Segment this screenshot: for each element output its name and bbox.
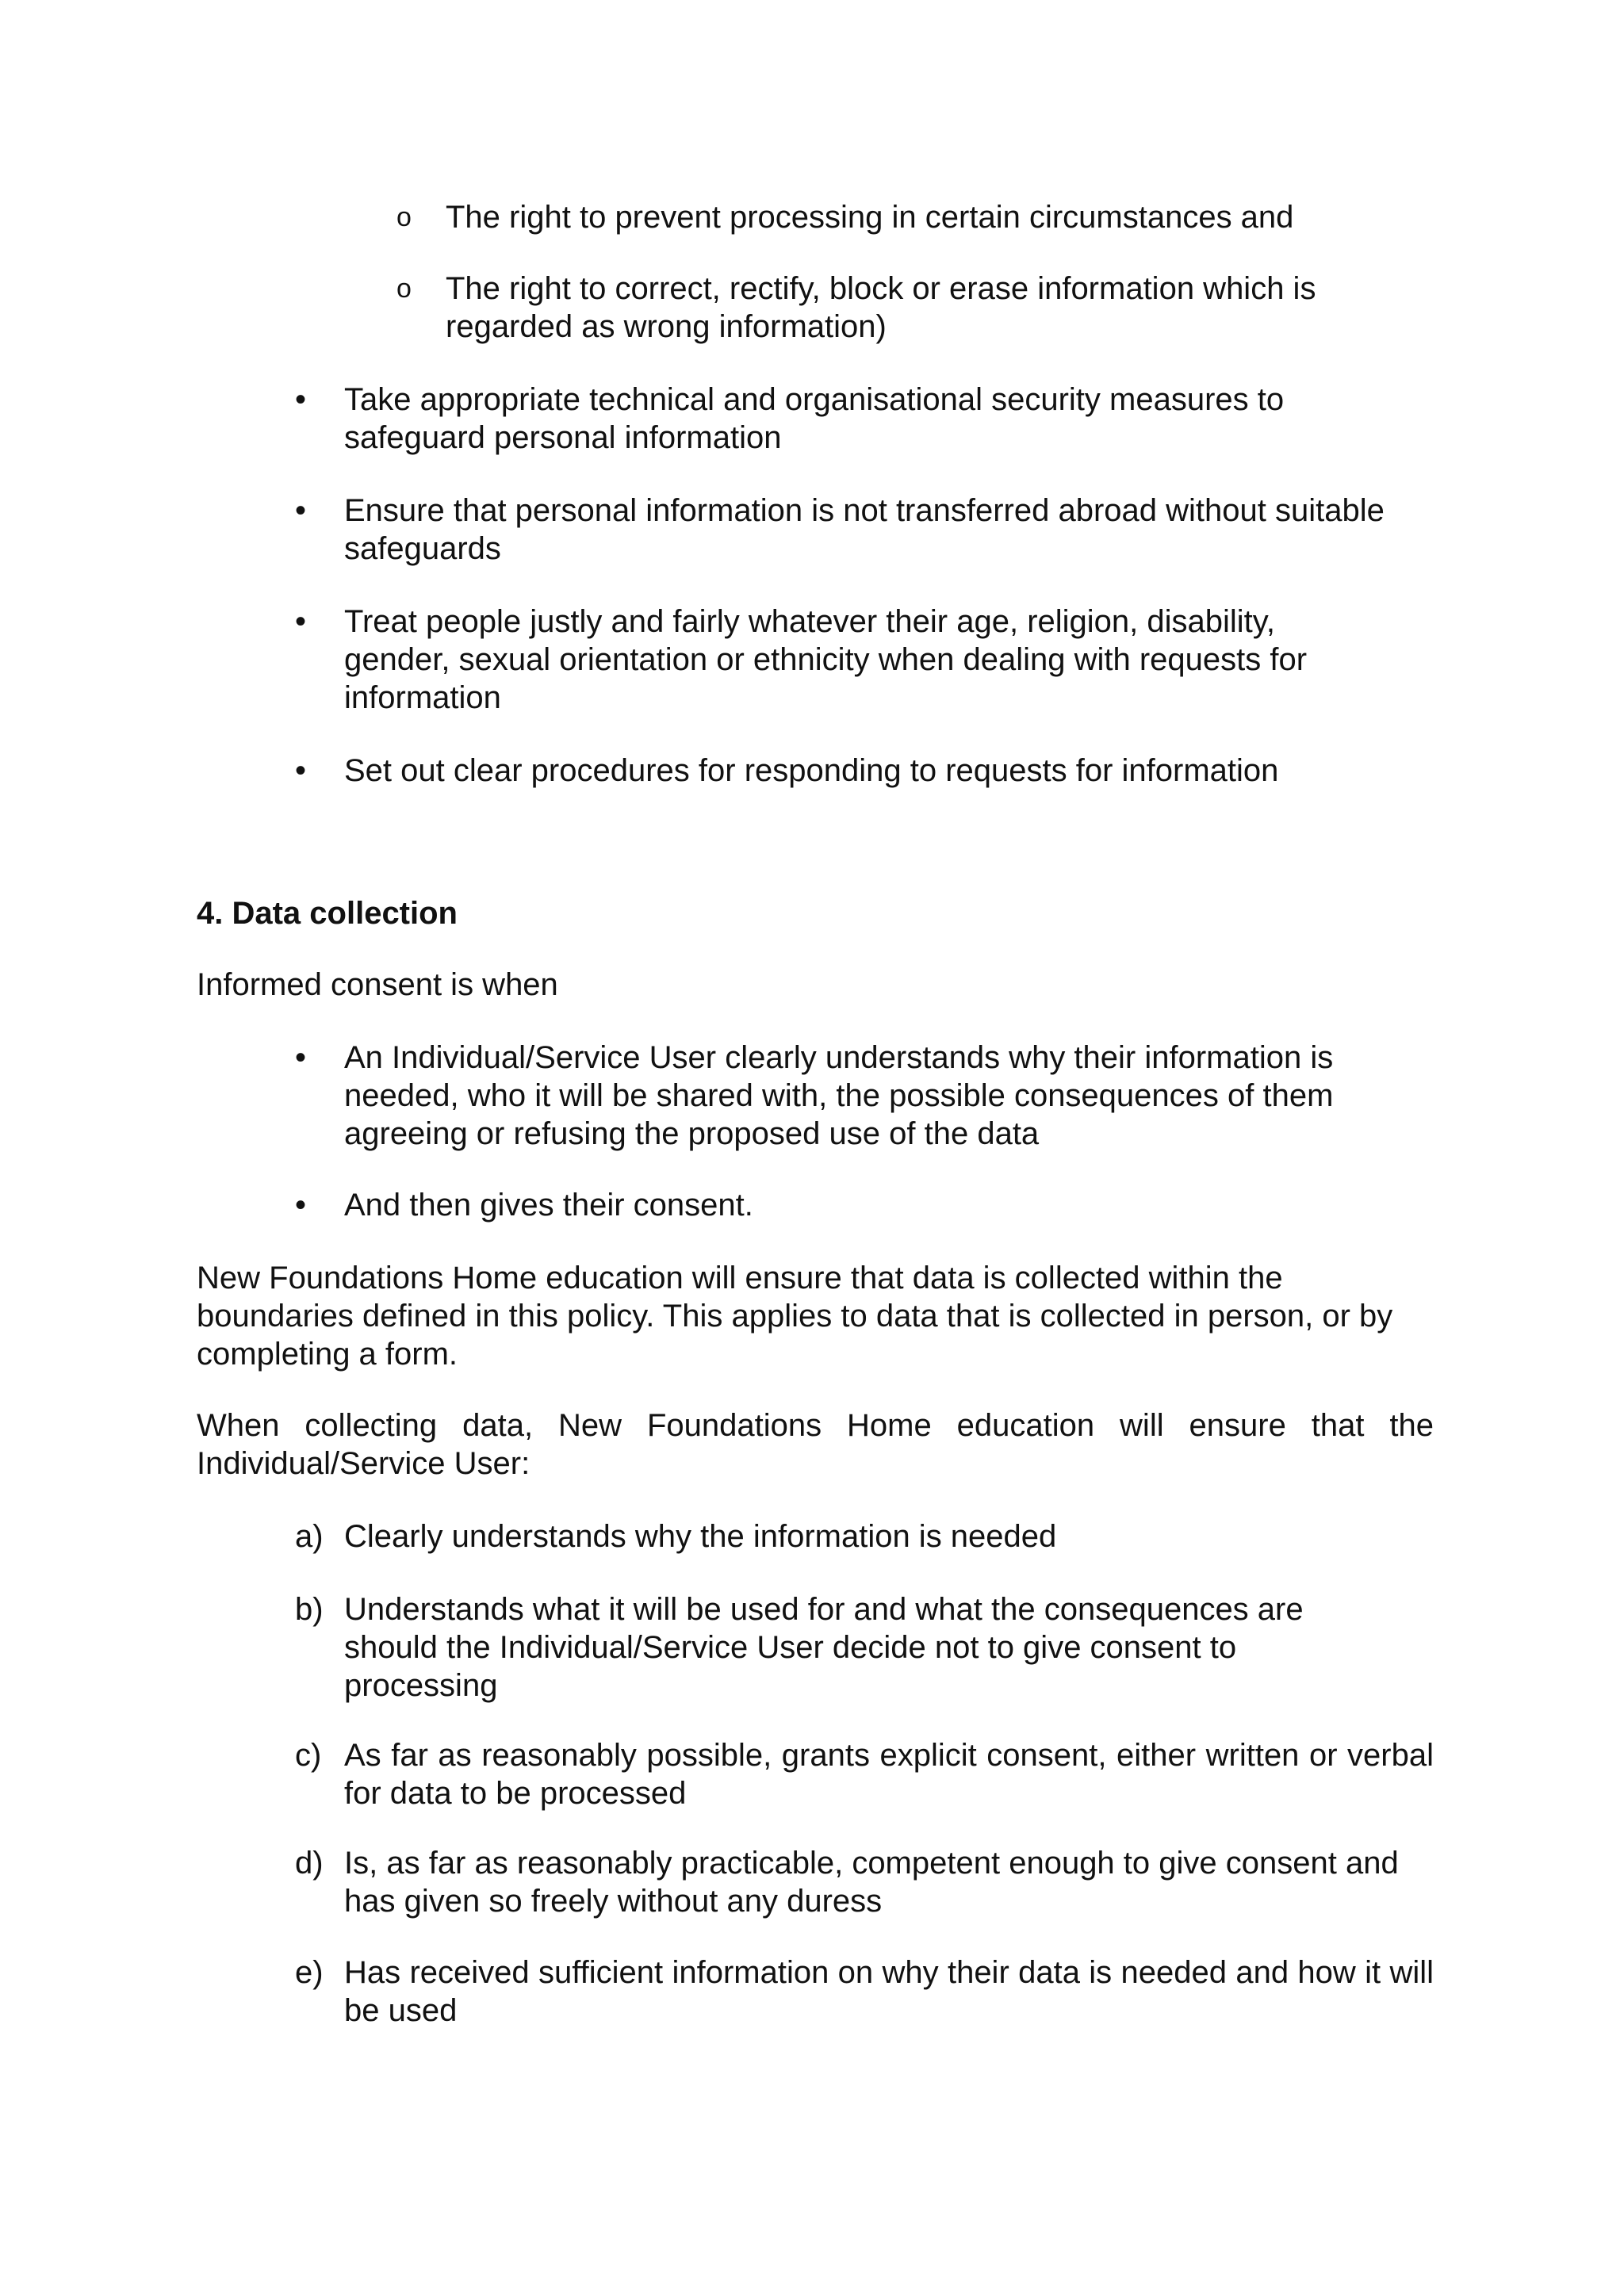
bullet-marker: •: [295, 382, 307, 417]
list-letter-marker: e): [295, 1955, 324, 1990]
paragraph-when-collecting: When collecting data, New Foundations Home education will ensure that the Individual/Service User:: [197, 1408, 1434, 1481]
intro-text: Informed consent is when: [197, 967, 558, 1002]
list-item-transfer-abroad: Ensure that personal information is not transferred abroad without suitable safeguards: [344, 493, 1385, 566]
bullet-marker: •: [295, 753, 307, 788]
list-item-understands: An Individual/Service User clearly understands why their information is needed, who it will be shared with, the possible consequences of them agreeing or refusing the proposed use of the data: [344, 1040, 1334, 1151]
list-letter-marker: b): [295, 1592, 324, 1627]
list-letter-marker: a): [295, 1519, 324, 1554]
condition-item-a: Clearly understands why the information is needed: [344, 1519, 1057, 1554]
condition-item-d: Is, as far as reasonably practicable, competent enough to give consent and has given so freely without any duress: [344, 1846, 1399, 1919]
bullet-marker: •: [295, 493, 307, 528]
list-item-clear-procedures: Set out clear procedures for responding to requests for information: [344, 753, 1279, 788]
condition-item-c: As far as reasonably possible, grants explicit consent, either written or verbal for data to be processed: [344, 1738, 1434, 1811]
list-item-right-correct: The right to correct, rectify, block or erase information which is regarded as wrong information): [446, 271, 1316, 344]
section-heading: 4. Data collection: [197, 896, 458, 931]
sub-bullet-marker: o: [396, 274, 412, 304]
condition-item-b: Understands what it will be used for and what the consequences are should the Individual/Service User decide not to give consent to processing: [344, 1592, 1304, 1703]
list-item-gives-consent: And then gives their consent.: [344, 1188, 753, 1223]
list-item-right-prevent-processing: The right to prevent processing in certain circumstances and: [446, 200, 1294, 235]
list-letter-marker: c): [295, 1738, 322, 1773]
list-item-treat-justly: Treat people justly and fairly whatever their age, religion, disability, gender, sexual orientation or ethnicity when dealing with requests for information: [344, 604, 1308, 715]
condition-item-e: Has received sufficient information on why their data is needed and how it will be used: [344, 1955, 1434, 2028]
list-letter-marker: d): [295, 1846, 324, 1881]
bullet-marker: •: [295, 1188, 307, 1223]
paragraph-data-collected: New Foundations Home education will ensure that data is collected within the boundaries defined in this policy. This applies to data that is collected in person, or by completing a form.: [197, 1261, 1393, 1372]
sub-bullet-marker: o: [396, 202, 412, 232]
bullet-marker: •: [295, 1040, 307, 1075]
list-item-security-measures: Take appropriate technical and organisational security measures to safeguard personal information: [344, 382, 1285, 455]
bullet-marker: •: [295, 604, 307, 639]
